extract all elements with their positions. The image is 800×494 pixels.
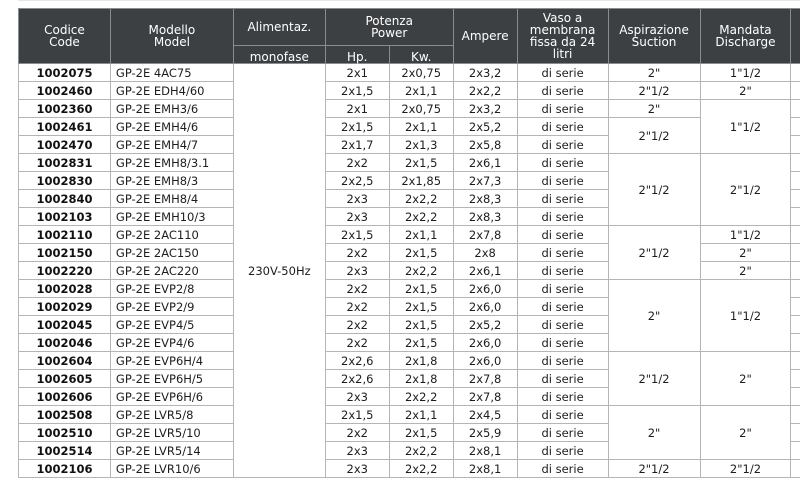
ampere-value: 2x7,8 (453, 370, 517, 388)
vessel-value: di serie (517, 226, 608, 244)
extra-cell (791, 352, 800, 370)
extra-cell (791, 370, 800, 388)
hp-value: 2x1,5 (325, 406, 389, 424)
header-extra (791, 9, 800, 64)
kw-value: 2x1,1 (389, 406, 453, 424)
extra-cell (791, 460, 800, 478)
table-body (19, 64, 800, 478)
ampere-value: 2x6,0 (453, 334, 517, 352)
ampere-value: 2x8 (453, 244, 517, 262)
header-power: Potenza Power (325, 9, 453, 46)
hp-value: 2x3 (325, 208, 389, 226)
ampere-value: 2x3,2 (453, 100, 517, 118)
extra-cell (791, 208, 800, 226)
model-name: GP-2E EVP4/5 (110, 316, 233, 334)
suction-size: 2"1/2 (608, 226, 700, 280)
kw-value: 2x0,75 (389, 64, 453, 82)
ampere-value: 2x6,1 (453, 262, 517, 280)
hp-value: 2x2,6 (325, 370, 389, 388)
extra-cell (791, 244, 800, 262)
model-name: GP-2E EMH8/3 (110, 172, 233, 190)
suction-size: 2" (608, 406, 700, 460)
kw-value: 2x1,5 (389, 334, 453, 352)
discharge-size: 1"1/2 (700, 226, 791, 244)
ampere-value: 2x5,8 (453, 136, 517, 154)
model-name: GP-2E EMH10/3 (110, 208, 233, 226)
product-code: 1002604 (19, 352, 111, 370)
model-name: GP-2E LVR5/14 (110, 442, 233, 460)
model-name: GP-2E EMH3/6 (110, 100, 233, 118)
kw-value: 2x2,2 (389, 388, 453, 406)
header-discharge: Mandata Discharge (700, 9, 791, 64)
model-name: GP-2E EVP6H/5 (110, 370, 233, 388)
product-code: 1002045 (19, 316, 111, 334)
kw-value: 2x1,5 (389, 154, 453, 172)
hp-value: 2x2 (325, 154, 389, 172)
product-code: 1002514 (19, 442, 111, 460)
discharge-size: 2" (700, 352, 791, 406)
vessel-value: di serie (517, 424, 608, 442)
product-code: 1002470 (19, 136, 111, 154)
extra-cell (791, 388, 800, 406)
extra-cell (791, 154, 800, 172)
vessel-value: di serie (517, 172, 608, 190)
hp-value: 2x3 (325, 460, 389, 478)
ampere-value: 2x6,0 (453, 298, 517, 316)
vessel-value: di serie (517, 370, 608, 388)
header-hp: Hp. (325, 46, 389, 64)
hp-value: 2x1,7 (325, 136, 389, 154)
product-code: 1002046 (19, 334, 111, 352)
voltage-cell: 230V-50Hz (233, 64, 325, 478)
hp-value: 2x1,5 (325, 226, 389, 244)
kw-value: 2x0,75 (389, 100, 453, 118)
product-code: 1002028 (19, 280, 111, 298)
extra-cell (791, 406, 800, 424)
kw-value: 2x1,1 (389, 82, 453, 100)
extra-cell (791, 316, 800, 334)
top-rule (18, 0, 800, 1)
extra-cell (791, 172, 800, 190)
table-row (19, 82, 800, 100)
model-name: GP-2E LVR10/6 (110, 460, 233, 478)
product-code: 1002103 (19, 208, 111, 226)
vessel-value: di serie (517, 460, 608, 478)
model-name: GP-2E EVP2/8 (110, 280, 233, 298)
table-row (19, 64, 800, 82)
hp-value: 2x2 (325, 316, 389, 334)
model-name: GP-2E EVP6H/4 (110, 352, 233, 370)
product-code: 1002220 (19, 262, 111, 280)
hp-value: 2x3 (325, 262, 389, 280)
extra-cell (791, 190, 800, 208)
suction-size: 2"1/2 (608, 82, 700, 100)
model-name: GP-2E 2AC150 (110, 244, 233, 262)
hp-value: 2x2 (325, 280, 389, 298)
model-name: GP-2E 4AC75 (110, 64, 233, 82)
table-row (19, 406, 800, 424)
vessel-value: di serie (517, 136, 608, 154)
kw-value: 2x2,2 (389, 262, 453, 280)
model-name: GP-2E EMH8/4 (110, 190, 233, 208)
vessel-value: di serie (517, 280, 608, 298)
hp-value: 2x2,5 (325, 172, 389, 190)
product-code: 1002831 (19, 154, 111, 172)
extra-cell (791, 82, 800, 100)
ampere-value: 2x2,2 (453, 82, 517, 100)
product-code: 1002461 (19, 118, 111, 136)
vessel-value: di serie (517, 82, 608, 100)
kw-value: 2x2,2 (389, 460, 453, 478)
table-row (19, 280, 800, 298)
extra-cell (791, 334, 800, 352)
vessel-value: di serie (517, 298, 608, 316)
vessel-value: di serie (517, 154, 608, 172)
table-row (19, 226, 800, 244)
product-code: 1002830 (19, 172, 111, 190)
hp-value: 2x2 (325, 334, 389, 352)
kw-value: 2x2,2 (389, 190, 453, 208)
vessel-value: di serie (517, 262, 608, 280)
suction-size: 2" (608, 100, 700, 118)
vessel-value: di serie (517, 244, 608, 262)
discharge-size: 2" (700, 82, 791, 100)
product-code: 1002460 (19, 82, 111, 100)
model-name: GP-2E EVP6H/6 (110, 388, 233, 406)
model-name: GP-2E EMH4/6 (110, 118, 233, 136)
product-code: 1002029 (19, 298, 111, 316)
suction-size: 2"1/2 (608, 154, 700, 226)
header-suction: Aspirazione Suction (608, 9, 700, 64)
model-name: GP-2E 2AC110 (110, 226, 233, 244)
ampere-value: 2x6,1 (453, 154, 517, 172)
suction-size: 2"1/2 (608, 352, 700, 406)
vessel-value: di serie (517, 406, 608, 424)
hp-value: 2x2 (325, 298, 389, 316)
ampere-value: 2x8,1 (453, 460, 517, 478)
extra-cell (791, 136, 800, 154)
kw-value: 2x1,5 (389, 298, 453, 316)
product-code: 1002606 (19, 388, 111, 406)
product-code: 1002840 (19, 190, 111, 208)
product-code: 1002110 (19, 226, 111, 244)
extra-cell (791, 118, 800, 136)
ampere-value: 2x5,9 (453, 424, 517, 442)
extra-cell (791, 100, 800, 118)
model-name: GP-2E EMH8/3.1 (110, 154, 233, 172)
kw-value: 2x1,8 (389, 352, 453, 370)
header-kw: Kw. (389, 46, 453, 64)
hp-value: 2x2 (325, 244, 389, 262)
kw-value: 2x1,5 (389, 280, 453, 298)
vessel-value: di serie (517, 118, 608, 136)
kw-value: 2x1,5 (389, 244, 453, 262)
hp-value: 2x3 (325, 190, 389, 208)
kw-value: 2x2,2 (389, 208, 453, 226)
ampere-value: 2x8,1 (453, 442, 517, 460)
model-name: GP-2E EMH4/7 (110, 136, 233, 154)
ampere-value: 2x6,0 (453, 280, 517, 298)
model-name: GP-2E 2AC220 (110, 262, 233, 280)
hp-value: 2x3 (325, 442, 389, 460)
hp-value: 2x2 (325, 424, 389, 442)
extra-cell (791, 280, 800, 298)
table-row (19, 100, 800, 118)
table-row (19, 352, 800, 370)
discharge-size: 2"1/2 (700, 460, 791, 478)
hp-value: 2x3 (325, 388, 389, 406)
vessel-value: di serie (517, 190, 608, 208)
product-code: 1002106 (19, 460, 111, 478)
discharge-size: 1"1/2 (700, 100, 791, 154)
model-name: GP-2E EVP4/6 (110, 334, 233, 352)
suction-size: 2"1/2 (608, 118, 700, 154)
header-vessel: Vaso a membrana fissa da 24 litri (517, 9, 608, 64)
product-code: 1002075 (19, 64, 111, 82)
ampere-value: 2x3,2 (453, 64, 517, 82)
ampere-value: 2x7,8 (453, 226, 517, 244)
discharge-size: 1"1/2 (700, 280, 791, 352)
hp-value: 2x1,5 (325, 82, 389, 100)
vessel-value: di serie (517, 352, 608, 370)
discharge-size: 2" (700, 406, 791, 460)
ampere-value: 2x5,2 (453, 316, 517, 334)
vessel-value: di serie (517, 442, 608, 460)
hp-value: 2x1 (325, 100, 389, 118)
suction-size: 2" (608, 280, 700, 352)
extra-cell (791, 442, 800, 460)
discharge-size: 2"1/2 (700, 154, 791, 226)
kw-value: 2x1,1 (389, 118, 453, 136)
discharge-size: 1"1/2 (700, 64, 791, 82)
vessel-value: di serie (517, 100, 608, 118)
table-row (19, 154, 800, 172)
ampere-value: 2x6,0 (453, 352, 517, 370)
ampere-value: 2x7,3 (453, 172, 517, 190)
kw-value: 2x2,2 (389, 442, 453, 460)
product-code: 1002510 (19, 424, 111, 442)
kw-value: 2x1,5 (389, 316, 453, 334)
kw-value: 2x1,8 (389, 370, 453, 388)
header-code: Codice Code (19, 9, 111, 64)
model-name: GP-2E EVP2/9 (110, 298, 233, 316)
ampere-value: 2x7,8 (453, 388, 517, 406)
product-code: 1002150 (19, 244, 111, 262)
extra-cell (791, 424, 800, 442)
hp-value: 2x1,5 (325, 118, 389, 136)
product-code: 1002360 (19, 100, 111, 118)
product-code: 1002508 (19, 406, 111, 424)
product-spec-table (18, 8, 800, 478)
product-code: 1002605 (19, 370, 111, 388)
header-model: Modello Model (110, 9, 233, 64)
model-name: GP-2E LVR5/10 (110, 424, 233, 442)
discharge-size: 2" (700, 262, 791, 280)
discharge-size: 2" (700, 244, 791, 262)
model-name: GP-2E EDH4/60 (110, 82, 233, 100)
table-row (19, 460, 800, 478)
kw-value: 2x1,85 (389, 172, 453, 190)
vessel-value: di serie (517, 316, 608, 334)
extra-cell (791, 226, 800, 244)
vessel-value: di serie (517, 334, 608, 352)
ampere-value: 2x8,3 (453, 190, 517, 208)
extra-cell (791, 298, 800, 316)
ampere-value: 2x8,3 (453, 208, 517, 226)
ampere-value: 2x4,5 (453, 406, 517, 424)
vessel-value: di serie (517, 64, 608, 82)
header-single-phase: monofase (233, 46, 325, 64)
vessel-value: di serie (517, 208, 608, 226)
suction-size: 2" (608, 64, 700, 82)
header-ampere: Ampere (453, 9, 517, 64)
suction-size: 2"1/2 (608, 460, 700, 478)
extra-cell (791, 262, 800, 280)
kw-value: 2x1,1 (389, 226, 453, 244)
hp-value: 2x2,6 (325, 352, 389, 370)
hp-value: 2x1 (325, 64, 389, 82)
kw-value: 2x1,3 (389, 136, 453, 154)
model-name: GP-2E LVR5/8 (110, 406, 233, 424)
table-row (19, 118, 800, 136)
extra-cell (791, 64, 800, 82)
header-power-supply: Alimentaz. (233, 9, 325, 46)
kw-value: 2x1,5 (389, 424, 453, 442)
ampere-value: 2x5,2 (453, 118, 517, 136)
vessel-value: di serie (517, 388, 608, 406)
